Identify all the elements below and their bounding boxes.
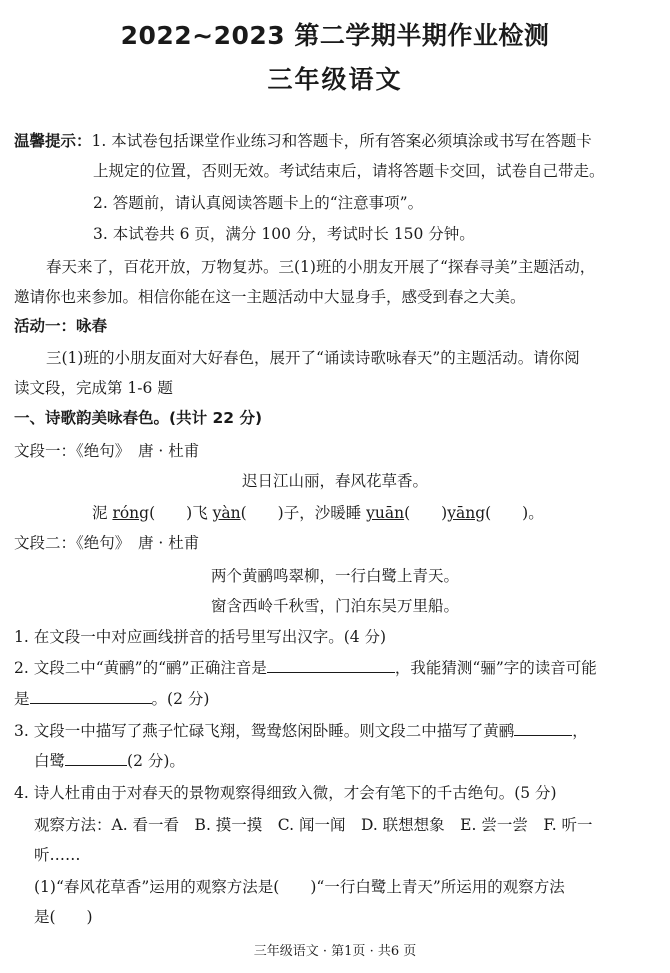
exam-title: 2022~2023 第二学期半期作业检测 bbox=[120, 21, 550, 50]
answer-blank-q3-2[interactable] bbox=[65, 750, 127, 766]
notice-item-1b: 上规定的位置，否则无效。考试结束后，请将答题卡交回，试卷自己带走。 bbox=[93, 162, 605, 180]
section1-heading: 一、诗歌韵美咏春色。(共计 22 分) bbox=[14, 409, 263, 427]
answer-blank-q3-1[interactable] bbox=[514, 720, 572, 736]
pinyin-rong: róng bbox=[112, 504, 150, 522]
activity-desc-1: 三(1)班的小朋友面对大好春色，展开了“诵读诗歌咏春天”的主题活动。请你阅 bbox=[46, 349, 580, 367]
question-2-cont: 是 。(2 分) bbox=[14, 690, 210, 708]
question-3-cont: 白鹭 (2 分)。 bbox=[34, 752, 185, 770]
question-3: 3. 文段一中描写了燕子忙碌飞翔，鸳鸯悠闲卧睡。则文段二中描写了黄鹂 ， bbox=[14, 722, 588, 740]
notice-label: 温馨提示： bbox=[14, 132, 92, 150]
question-4-sub-1: (1)“春风花草香”运用的观察方法是( )“一行白鹭上青天”所运用的观察方法 bbox=[34, 878, 565, 896]
question-4-sub-1-cont: 是( ) bbox=[34, 908, 93, 926]
exam-subtitle: 三年级语文 bbox=[267, 65, 403, 94]
answer-blank-q2-2[interactable] bbox=[30, 688, 152, 704]
question-4: 4. 诗人杜甫由于对春天的景物观察得细致入微，才会有笔下的千古绝句。(5 分) bbox=[14, 784, 557, 802]
intro-line-2: 邀请你也来参加。相信你能在这一主题活动中大显身手，感受到春之大美。 bbox=[14, 288, 526, 306]
passage1-label: 文段一：《绝句》 唐 · 杜甫 bbox=[14, 442, 200, 460]
question-1: 1. 在文段一中对应画线拼音的括号里写出汉字。(4 分) bbox=[14, 628, 387, 646]
question-4-methods-cont: 听…… bbox=[34, 846, 81, 864]
passage2-line-1: 两个黄鹂鸣翠柳，一行白鹭上青天。 bbox=[210, 567, 459, 585]
notice-item-1a: 1. 本试卷包括课堂作业练习和答题卡，所有答案必须填涂或书写在答题卡 bbox=[91, 132, 592, 150]
question-2: 2. 文段二中“黄鹂”的“鹂”正确注音是 ，我能猜测“骊”字的读音可能 bbox=[14, 659, 597, 677]
notice-item-2: 2. 答题前，请认真阅读答题卡上的“注意事项”。 bbox=[93, 194, 424, 212]
pinyin-yang: yāng bbox=[447, 504, 486, 522]
question-4-methods: 观察方法：A. 看一看 B. 摸一摸 C. 闻一闻 D. 联想想象 E. 尝一尝 F. 听一 bbox=[34, 816, 593, 834]
page-footer: 三年级语文 · 第1页 · 共6 页 bbox=[253, 944, 417, 959]
passage2-label: 文段二：《绝句》 唐 · 杜甫 bbox=[14, 534, 200, 552]
passage1-line-1: 迟日江山丽，春风花草香。 bbox=[241, 472, 428, 490]
activity-desc-2: 读文段，完成第 1-6 题 bbox=[14, 379, 173, 397]
activity-heading: 活动一：咏春 bbox=[14, 317, 108, 335]
pinyin-yan: yàn bbox=[212, 504, 241, 522]
pinyin-yuan: yuān bbox=[366, 504, 405, 522]
passage2-line-2: 窗含西岭千秋雪，门泊东吴万里船。 bbox=[210, 597, 459, 615]
passage1-line-2: 泥 róng( )飞 yàn( )子，沙暖睡 yuān( )yāng( )。 bbox=[92, 504, 544, 522]
notice-item-3: 3. 本试卷共 6 页，满分 100 分，考试时长 150 分钟。 bbox=[93, 225, 475, 243]
intro-line-1: 春天来了，百花开放，万物复苏。三(1)班的小朋友开展了“探春寻美”主题活动， bbox=[46, 258, 596, 276]
notice-line-1 bbox=[14, 130, 662, 152]
answer-blank-q2-1[interactable] bbox=[267, 657, 395, 673]
